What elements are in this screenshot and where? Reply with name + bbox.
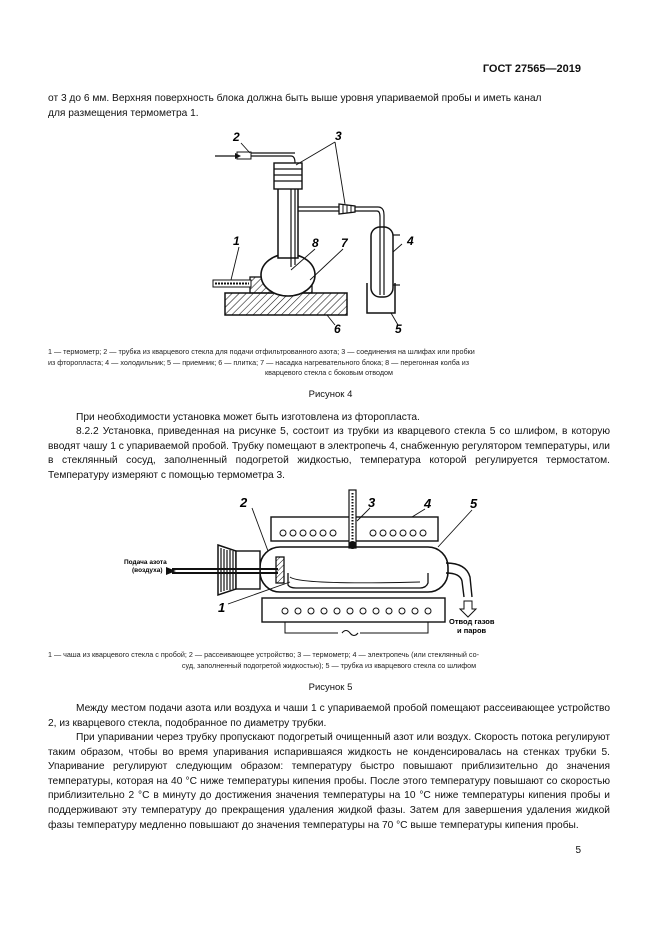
flask [261, 254, 315, 296]
paragraph-line: от 3 до 6 мм. Верхняя поверхность блока должна быть выше уровня упариваемой пробы и иметь канал [48, 93, 542, 104]
label-2: 2 [233, 130, 240, 144]
caption-line: из фторопласта; 4 — холодильник; 5 — приемник; 6 — плитка; 7 — насадка нагревательного блока; 8 — перегонная колба из [48, 357, 470, 367]
caption-line: кварцевого стекла с боковым отводом [264, 368, 393, 378]
label-8: 8 [312, 236, 319, 250]
paragraph-line: для размещения термометра 1. [48, 107, 199, 119]
paragraph: Между местом подачи азота или воздуха и чаши 1 с упариваемой пробой помещают рассеивающее устройство 2, из кварцевого стекла, подобранное по диаметру трубки. [48, 703, 610, 729]
caption-line: 1 — термометр; 2 — трубка из кварцевого стекла для подачи отфильтрованного азота; 3 — соединения на шлифах или пробки [48, 347, 475, 356]
figure-5-evaporation-tube [120, 485, 510, 645]
label-1: 1 [233, 234, 240, 248]
paragraph: При упаривании через трубку пропускают подогретый очищенный азот или воздух. Скорость потока регулируют таким образом, чтобы во время упаривания испарившаяся жидкость не конденсировалась на стенках трубки 5. Упаривание регулируют следующим образом: температуру быстро повышают приблизительно до значения температуры, которая на 40 °С ниже температуры кипения пробы. После этого температуру повышают со скоростью приблизительно 2 °С в минуту до достижения значения температуры на 10 °С ниже температуры кипения пробы и поддерживают эту температуру до прекращения удаления жидкой фазы. Затем для завершения удаления жидкой фазы температуру медленно повышают до значения температуры на 70 °С выше температуры кипения пробы. [48, 732, 610, 831]
document-header: ГОСТ 27565—2019 [482, 63, 581, 75]
label-5: 5 [470, 496, 478, 511]
gas-inlet-label-2: (воздуха) [132, 567, 163, 574]
figure-5-title: Рисунок 5 [308, 682, 353, 693]
diffuser [276, 557, 284, 583]
caption-line: 1 — чаша из кварцевого стекла с пробой; 2 — рассеивающее устройство; 3 — термометр; 4 — электропечь (или стеклянный со- [48, 650, 479, 659]
label-5: 5 [395, 322, 402, 336]
label-7: 7 [341, 236, 348, 250]
figure-5-caption [48, 650, 610, 671]
page-number: 5 [575, 845, 581, 856]
label-4: 4 [407, 234, 414, 248]
gas-inlet-label: Подача азота [124, 559, 167, 566]
gas-outlet-label: Отвод газов [449, 617, 495, 626]
gas-outlet-label-2: и паров [457, 626, 487, 635]
label-3: 3 [335, 129, 342, 143]
label-4: 4 [424, 496, 432, 511]
paragraph-block-top [48, 92, 610, 121]
label-2: 2 [240, 495, 248, 510]
condenser [371, 227, 393, 297]
paragraph: При необходимости установка может быть изготовлена из фторопласта. [76, 412, 420, 423]
paragraph: 8.2.2 Установка, приведенная на рисунке 5, состоит из трубки из кварцевого стекла 5 со шлифом, в которую вводят чашу 1 с упариваемой пробой. Трубку помещают в электропечь 4, снабженную регулятором температуры, или в стеклянный сосуд, заполненный подогретой жидкостью, температура которой регулируется термостатом. Температуру измеряют с помощью термометра 3. [48, 426, 610, 481]
label-1: 1 [218, 600, 226, 615]
label-3: 3 [368, 495, 376, 510]
figure-4-caption [48, 347, 610, 379]
figure-4-distillation-apparatus [195, 125, 435, 340]
caption-line: суд, заполненный подогретой жидкостью); 5 — трубка из кварцевого стекла со шлифом [181, 660, 477, 670]
label-6: 6 [334, 322, 341, 336]
figure-4-title: Рисунок 4 [308, 389, 353, 400]
